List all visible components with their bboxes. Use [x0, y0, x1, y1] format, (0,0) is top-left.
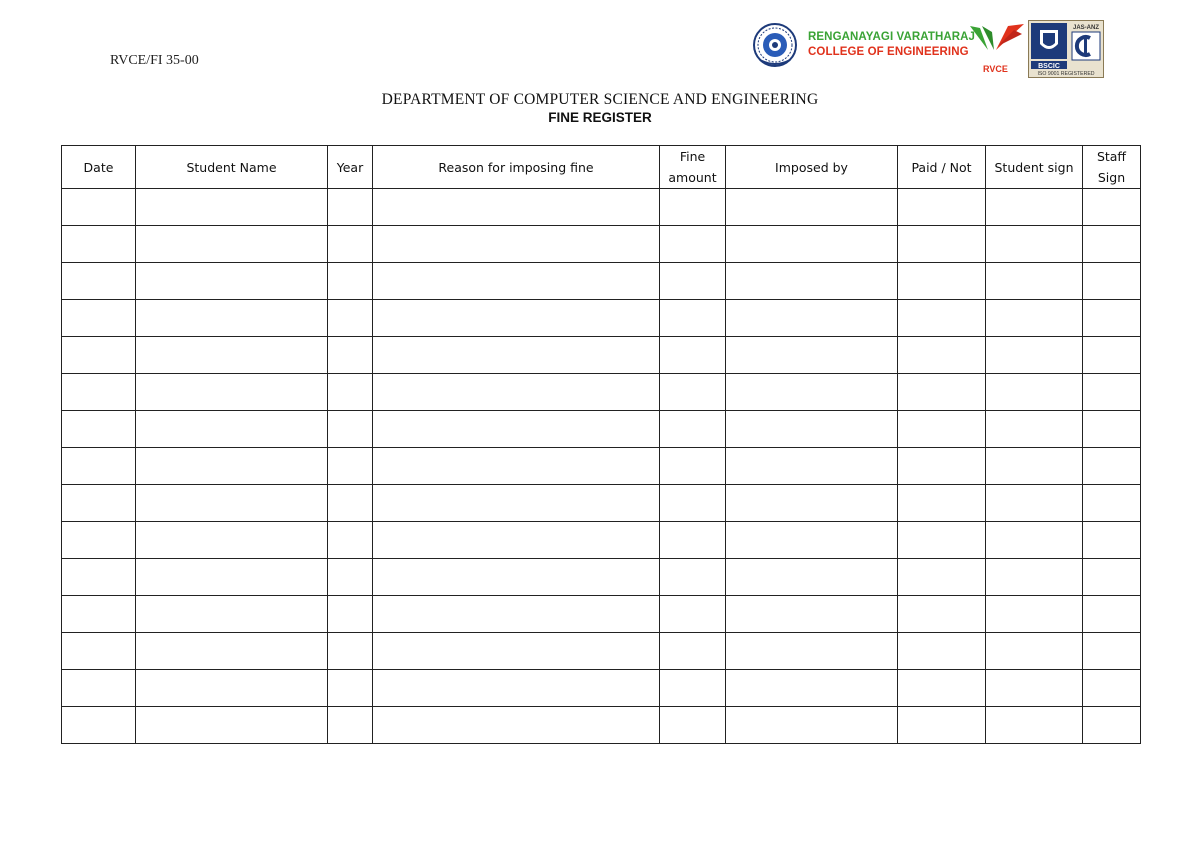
table-row: [62, 411, 1141, 448]
blank-cell: [898, 522, 986, 559]
blank-cell: [328, 670, 373, 707]
cert-badge-bottom: ISO 9001 REGISTERED: [1037, 71, 1095, 77]
blank-cell: [1083, 596, 1141, 633]
blank-cell: [328, 448, 373, 485]
blank-cell: [726, 670, 898, 707]
blank-cell: [373, 559, 660, 596]
blank-cell: [62, 707, 136, 744]
blank-cell: [62, 411, 136, 448]
blank-cell: [373, 189, 660, 226]
blank-cell: [986, 670, 1083, 707]
blank-cell: [660, 189, 726, 226]
table-row: [62, 337, 1141, 374]
blank-cell: [726, 448, 898, 485]
column-header-student-sign: Student sign: [986, 146, 1083, 189]
blank-cell: [328, 300, 373, 337]
blank-cell: [726, 559, 898, 596]
blank-cell: [1083, 226, 1141, 263]
blank-cell: [328, 559, 373, 596]
column-header-reason: Reason for imposing fine: [373, 146, 660, 189]
table-row: [62, 485, 1141, 522]
table-row: [62, 226, 1141, 263]
iso-certification-badge-icon: [1028, 20, 1104, 78]
table-row: [62, 448, 1141, 485]
table-row: [62, 707, 1141, 744]
table-row: [62, 374, 1141, 411]
blank-cell: [986, 263, 1083, 300]
blank-cell: [62, 522, 136, 559]
blank-cell: [986, 596, 1083, 633]
blank-cell: [986, 226, 1083, 263]
blank-cell: [62, 448, 136, 485]
blank-cell: [373, 411, 660, 448]
blank-cell: [328, 374, 373, 411]
blank-cell: [660, 411, 726, 448]
blank-cell: [328, 263, 373, 300]
blank-cell: [898, 670, 986, 707]
college-name-line2: COLLEGE OF ENGINEERING: [808, 46, 969, 58]
blank-cell: [898, 707, 986, 744]
blank-cell: [986, 189, 1083, 226]
table-row: [62, 189, 1141, 226]
blank-cell: [62, 670, 136, 707]
column-header-date: Date: [62, 146, 136, 189]
blank-cell: [986, 300, 1083, 337]
blank-cell: [986, 411, 1083, 448]
blank-cell: [1083, 337, 1141, 374]
blank-cell: [62, 189, 136, 226]
blank-cell: [328, 485, 373, 522]
blank-cell: [136, 633, 328, 670]
document-titles: [0, 91, 1200, 126]
blank-cell: [136, 374, 328, 411]
blank-cell: [898, 559, 986, 596]
blank-cell: [373, 670, 660, 707]
blank-cell: [986, 448, 1083, 485]
blank-cell: [898, 374, 986, 411]
register-title: FINE REGISTER: [548, 110, 652, 125]
blank-cell: [898, 226, 986, 263]
table-row: [62, 596, 1141, 633]
blank-cell: [986, 374, 1083, 411]
blank-cell: [726, 189, 898, 226]
blank-cell: [373, 633, 660, 670]
blank-cell: [373, 485, 660, 522]
blank-cell: [328, 226, 373, 263]
blank-cell: [660, 596, 726, 633]
blank-cell: [62, 337, 136, 374]
blank-cell: [726, 707, 898, 744]
blank-cell: [898, 337, 986, 374]
blank-cell: [986, 485, 1083, 522]
blank-cell: [62, 374, 136, 411]
blank-cell: [898, 411, 986, 448]
blank-cell: [136, 485, 328, 522]
blank-cell: [898, 485, 986, 522]
blank-cell: [328, 411, 373, 448]
blank-cell: [898, 633, 986, 670]
blank-cell: [726, 633, 898, 670]
blank-cell: [660, 559, 726, 596]
table-body: [62, 189, 1141, 744]
blank-cell: [660, 670, 726, 707]
blank-cell: [373, 596, 660, 633]
blank-cell: [62, 559, 136, 596]
blank-cell: [62, 633, 136, 670]
blank-cell: [136, 448, 328, 485]
blank-cell: [660, 633, 726, 670]
college-name-line1: RENGANAYAGI VARATHARAJ: [808, 31, 976, 43]
blank-cell: [726, 263, 898, 300]
column-header-paid-status: Paid / Not: [898, 146, 986, 189]
blank-cell: [1083, 633, 1141, 670]
blank-cell: [726, 522, 898, 559]
blank-cell: [1083, 485, 1141, 522]
blank-cell: [898, 448, 986, 485]
blank-cell: [726, 485, 898, 522]
blank-cell: [136, 559, 328, 596]
blank-cell: [136, 670, 328, 707]
blank-cell: [328, 337, 373, 374]
column-header-staff-sign: Staff Sign: [1083, 146, 1141, 189]
blank-cell: [136, 707, 328, 744]
blank-cell: [898, 300, 986, 337]
blank-cell: [136, 226, 328, 263]
blank-cell: [660, 337, 726, 374]
blank-cell: [898, 189, 986, 226]
blank-cell: [373, 522, 660, 559]
blank-cell: [660, 374, 726, 411]
blank-cell: [1083, 411, 1141, 448]
college-emblem-icon: [752, 22, 798, 68]
table-row: [62, 263, 1141, 300]
blank-cell: [373, 226, 660, 263]
blank-cell: [898, 263, 986, 300]
blank-cell: [1083, 522, 1141, 559]
blank-cell: [62, 596, 136, 633]
blank-cell: [328, 707, 373, 744]
column-header-imposed-by: Imposed by: [726, 146, 898, 189]
blank-cell: [1083, 448, 1141, 485]
table-row: [62, 633, 1141, 670]
blank-cell: [136, 596, 328, 633]
blank-cell: [1083, 300, 1141, 337]
blank-cell: [726, 226, 898, 263]
blank-cell: [660, 300, 726, 337]
blank-cell: [986, 633, 1083, 670]
column-header-fine-amount: Fine amount: [660, 146, 726, 189]
blank-cell: [986, 559, 1083, 596]
blank-cell: [62, 263, 136, 300]
blank-cell: [1083, 670, 1141, 707]
blank-cell: [660, 263, 726, 300]
blank-cell: [1083, 189, 1141, 226]
header-logos: [752, 18, 1112, 82]
blank-cell: [373, 337, 660, 374]
blank-cell: [373, 448, 660, 485]
blank-cell: [136, 411, 328, 448]
blank-cell: [136, 300, 328, 337]
table-row: [62, 300, 1141, 337]
fine-register-table: [61, 145, 1141, 744]
rvce-logo-text: RVCE: [983, 64, 1008, 74]
blank-cell: [136, 263, 328, 300]
blank-cell: [726, 411, 898, 448]
cert-badge-name: BSCIC: [1038, 63, 1060, 70]
college-name: [808, 30, 975, 60]
column-header-student-name: Student Name: [136, 146, 328, 189]
table-row: [62, 670, 1141, 707]
blank-cell: [726, 374, 898, 411]
blank-cell: [328, 633, 373, 670]
table-row: [62, 559, 1141, 596]
blank-cell: [136, 189, 328, 226]
document-code: RVCE/FI 35-00: [110, 53, 199, 68]
blank-cell: [660, 226, 726, 263]
rvce-logo-icon: [968, 20, 1026, 66]
blank-cell: [328, 189, 373, 226]
blank-cell: [986, 707, 1083, 744]
blank-cell: [62, 300, 136, 337]
blank-cell: [1083, 374, 1141, 411]
blank-cell: [373, 263, 660, 300]
blank-cell: [328, 596, 373, 633]
blank-cell: [660, 522, 726, 559]
blank-cell: [660, 448, 726, 485]
blank-cell: [62, 485, 136, 522]
blank-cell: [62, 226, 136, 263]
blank-cell: [373, 300, 660, 337]
blank-cell: [136, 337, 328, 374]
blank-cell: [898, 596, 986, 633]
column-header-year: Year: [328, 146, 373, 189]
blank-cell: [1083, 707, 1141, 744]
blank-cell: [726, 337, 898, 374]
blank-cell: [726, 596, 898, 633]
blank-cell: [1083, 263, 1141, 300]
table-row: [62, 522, 1141, 559]
blank-cell: [986, 522, 1083, 559]
blank-cell: [136, 522, 328, 559]
blank-cell: [660, 485, 726, 522]
blank-cell: [373, 707, 660, 744]
blank-cell: [373, 374, 660, 411]
department-title: DEPARTMENT OF COMPUTER SCIENCE AND ENGINEERING: [381, 91, 819, 108]
blank-cell: [986, 337, 1083, 374]
blank-cell: [328, 522, 373, 559]
blank-cell: [660, 707, 726, 744]
blank-cell: [726, 300, 898, 337]
cert-badge-top: JAS-ANZ: [1072, 25, 1100, 31]
blank-cell: [1083, 559, 1141, 596]
table-header-row: [62, 146, 1141, 189]
